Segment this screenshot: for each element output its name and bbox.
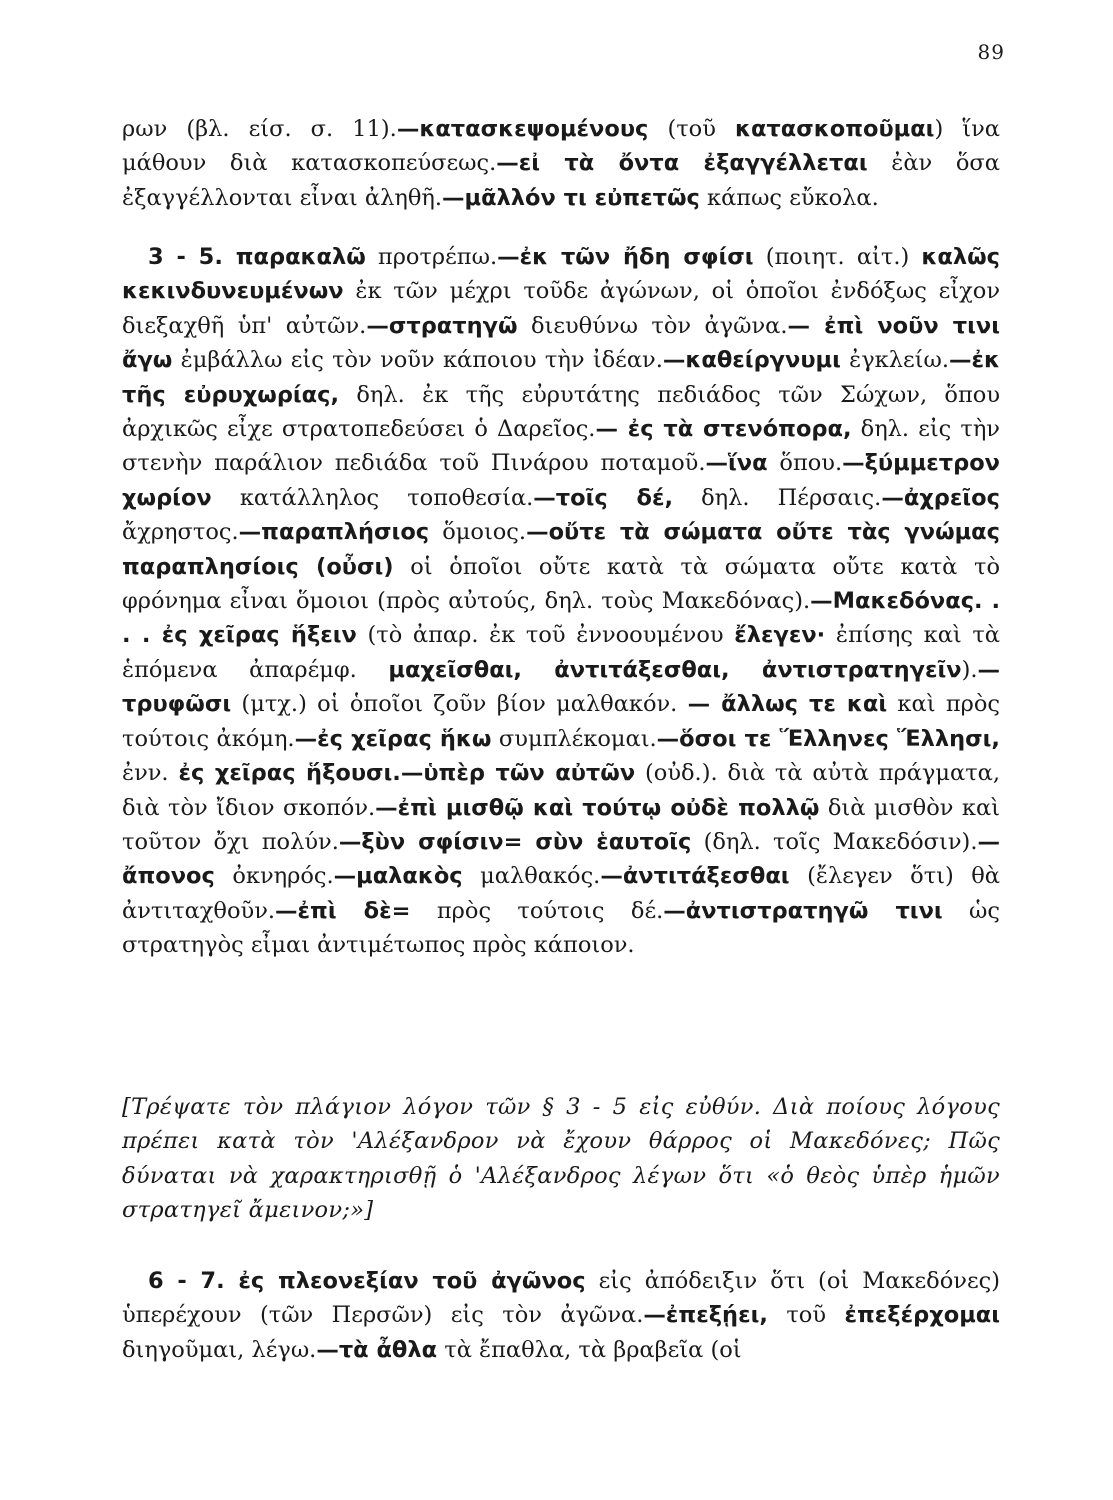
gloss-text: διηγοῦμαι, λέγω. — [122, 1336, 317, 1363]
gloss-text: μαλθακός. — [462, 863, 601, 890]
gloss-text: συμπλέκομαι. — [491, 725, 657, 752]
gloss-text: εἰς ἀπόδειξιν ὅτι (οἱ Μακεδόνες) ὑπερέχουν (τῶν Περσῶν) εἰς τὸν ἀγῶνα. — [122, 1268, 1000, 1329]
bold-term: —κατασκεψομένους — [396, 116, 649, 142]
bold-term: —εἰ τὰ ὄντα ἐξαγγέλλεται — [496, 150, 868, 177]
gloss-text: (τοῦ — [648, 116, 735, 142]
bold-term: —ἐπὶ μισθῷ καὶ τούτῳ οὐδὲ πολλῷ — [375, 794, 820, 821]
gloss-text: δηλ. Πέρσαις. — [673, 484, 882, 511]
gloss-text: ἐνν. — [122, 760, 179, 787]
gloss-text: οἱ ὁποῖοι οὔτε κατὰ τὰ σώματα οὔτε κατὰ τὸ φρόνημα εἶναι ὅμοιοι (πρὸς αὐτούς, δηλ. τοὺς Μακεδόνας). — [122, 553, 1000, 615]
bold-term: —στρατηγῶ — [366, 312, 518, 339]
bold-term: 6 - 7. — [148, 1268, 239, 1294]
bold-term: καλῶς κεκινδυνευμένων — [122, 244, 1000, 305]
bold-term: παρακαλῶ — [235, 244, 366, 270]
bold-term: ἐς χεῖρας ἥξουσι. — [178, 760, 401, 787]
gloss-text: ὀκνηρός. — [214, 863, 334, 890]
gloss-text: (τὸ ἀπαρ. ἐκ τοῦ ἐννοουμένου — [356, 622, 735, 649]
bold-term: —Μακεδόνας. . . . ἐς χεῖρας ἥξειν — [122, 588, 1000, 649]
gloss-text: ἐγκλείω. — [840, 347, 949, 374]
gloss-text: ὅπου. — [767, 450, 843, 477]
bold-term: 3 - 5. — [148, 244, 236, 270]
bold-term: —ἐπεξῄει, — [643, 1302, 768, 1329]
bold-term: — ἐς τὰ στενόπορα, — [595, 416, 852, 443]
gloss-text: δηλ. ἐκ τῆς εὐρυτάτης πεδιάδος τῶν Σώχων, ὅπου ἀρχικῶς εἶχε στρατοπεδεύσει ὁ Δαρεῖος. — [122, 381, 1000, 443]
gloss-text: ἐμβάλλω εἰς τὸν νοῦν κάποιου τὴν ἰδέαν. — [172, 347, 663, 374]
gloss-text: πρὸς τούτοις δέ. — [410, 897, 664, 924]
bold-term: —οὔτε τὰ σώματα οὔτε τὰς γνώμας παραπλησίοις (οὖσι) — [122, 519, 1000, 580]
paragraph-continuation — [122, 112, 1000, 215]
paragraph-section-3-5 — [122, 240, 1000, 963]
bold-term: — ἐπὶ νοῦν τινι ἄγω — [122, 312, 1000, 374]
gloss-text: κατάλληλος τοποθεσία. — [211, 484, 534, 511]
bold-term: —ἐπὶ δὲ= — [275, 897, 411, 924]
bold-term: —ὅσοι τε Ἕλληνες Ἕλλησι, — [656, 725, 1000, 752]
bold-term: —τρυφῶσι — [122, 656, 1001, 718]
gloss-text: ἐὰν ὅσα ἐξαγγέλλονται εἶναι ἀληθῆ. — [122, 150, 1000, 211]
gloss-text: διευθύνω τὸν ἀγῶνα. — [517, 312, 788, 339]
bold-term: —ἀντιστρατηγῶ τινι — [663, 897, 943, 924]
bold-term: — ἄλλως τε καὶ — [687, 691, 888, 718]
bold-term: ἐπεξέρχομαι — [844, 1302, 1000, 1329]
gloss-text: (οὐδ.). διὰ τὰ αὐτὰ πράγματα, διὰ τὸν ἴδιον σκοπόν. — [122, 760, 1000, 821]
gloss-text: ). — [961, 656, 978, 683]
gloss-text: προτρέπω. — [365, 244, 498, 270]
bold-term: —ἐκ τῶν ἤδη σφίσι — [497, 244, 754, 270]
gloss-text: διὰ μισθὸν καὶ τοῦτον ὄχι πολύν. — [122, 794, 1000, 855]
gloss-text: ὅμοιος. — [429, 519, 527, 546]
bold-term: —μαλακὸς — [333, 863, 463, 890]
bold-term: —μᾶλλόν τι εὐπετῶς — [442, 184, 700, 211]
gloss-text: (μτχ.) οἱ ὁποῖοι ζοῦν βίον μαλθακόν. — [231, 691, 688, 718]
gloss-text: ἄχρηστος. — [122, 519, 239, 546]
bold-term: μαχεῖσθαι, ἀντιτάξεσθαι, ἀντιστρατηγεῖν — [388, 656, 962, 683]
exercise-paragraph: [Τρέψατε τὸν πλάγιον λόγον τῶν § 3 - 5 εἰς εὐθύν. Διὰ ποίους λόγους πρέπει κατὰ τὸν 'Αλέξανδρον νὰ ἔχουν θάρρος οἱ Μακεδόνες; Πῶς δύναται νὰ χαρακτηρισθῇ ὁ 'Αλέξανδρος λέγων ὅτι «ὁ θεὸς ὑπὲρ ἡμῶν στρατηγεῖ ἄμεινον;»] — [122, 1094, 1000, 1224]
bold-term: —ἀχρεῖος — [881, 484, 1000, 511]
bold-term: —καθείργνυμι — [662, 347, 841, 374]
bold-term: —ξύμμετρον χωρίον — [122, 450, 1000, 511]
bold-term: —ἵνα — [705, 450, 768, 477]
bold-term: —ὑπὲρ τῶν αὐτῶν — [400, 760, 636, 787]
gloss-text: ) ἵνα μάθουν διὰ κατασκοπεύσεως. — [122, 116, 1001, 177]
bold-term: κατασκοποῦμαι — [734, 116, 935, 142]
paragraph-section-6-7 — [122, 1264, 1000, 1367]
gloss-text: (ἔλεγεν ὅτι) θὰ ἀντιταχθοῦν. — [122, 863, 1000, 924]
gloss-text: ρων (βλ. είσ. σ. 11). — [122, 116, 397, 142]
bold-term: —ξὺν σφίσιν= σὺν ἑαυτοῖς — [338, 828, 692, 855]
gloss-text: ὡς στρατηγὸς εἶμαι ἀντιμέτωπος πρὸς κάποιον. — [122, 897, 1000, 959]
gloss-text: ἐπίσης καὶ τὰ ἑπόμενα ἀπαρέμφ. — [122, 622, 1000, 683]
gloss-text: (δηλ. τοῖς Μακεδόσιν). — [691, 828, 978, 855]
bold-term: —ἄπονος — [122, 828, 1000, 890]
gloss-text: καὶ πρὸς τούτοις ἀκόμη. — [122, 691, 1001, 752]
bold-term: —τὰ ἆθλα — [316, 1336, 438, 1363]
bold-term: ἐς πλεονεξίαν τοῦ ἀγῶνος — [238, 1268, 586, 1294]
bold-term: —ἀντιτάξεσθαι — [600, 863, 790, 890]
bold-term: —ἐς χεῖρας ἥκω — [294, 725, 492, 752]
bold-term: ἔλεγεν· — [734, 622, 826, 649]
bold-term: —παραπλήσιος — [238, 519, 430, 546]
gloss-text: τοῦ — [767, 1302, 845, 1329]
gloss-text: δηλ. εἰς τὴν στενὴν παράλιον πεδιάδα τοῦ Πινάρου ποταμοῦ. — [122, 416, 1000, 477]
page-number: 89 — [977, 40, 1005, 64]
gloss-text: (ποιητ. αἰτ.) — [753, 244, 922, 270]
gloss-text: ἐκ τῶν μέχρι τοῦδε ἀγώνων, οἱ ὁποῖοι ἐνδόξως εἶχον διεξαχθῆ ὑπ' αὐτῶν. — [122, 278, 1000, 339]
bold-term: —τοῖς δέ, — [533, 484, 674, 511]
bold-term: —ἐκ τῆς εὐρυχωρίας, — [122, 347, 1000, 408]
gloss-text: κάπως εὔκολα. — [699, 184, 879, 211]
gloss-text: τὰ ἔπαθλα, τὰ βραβεῖα (οἱ — [437, 1336, 742, 1363]
